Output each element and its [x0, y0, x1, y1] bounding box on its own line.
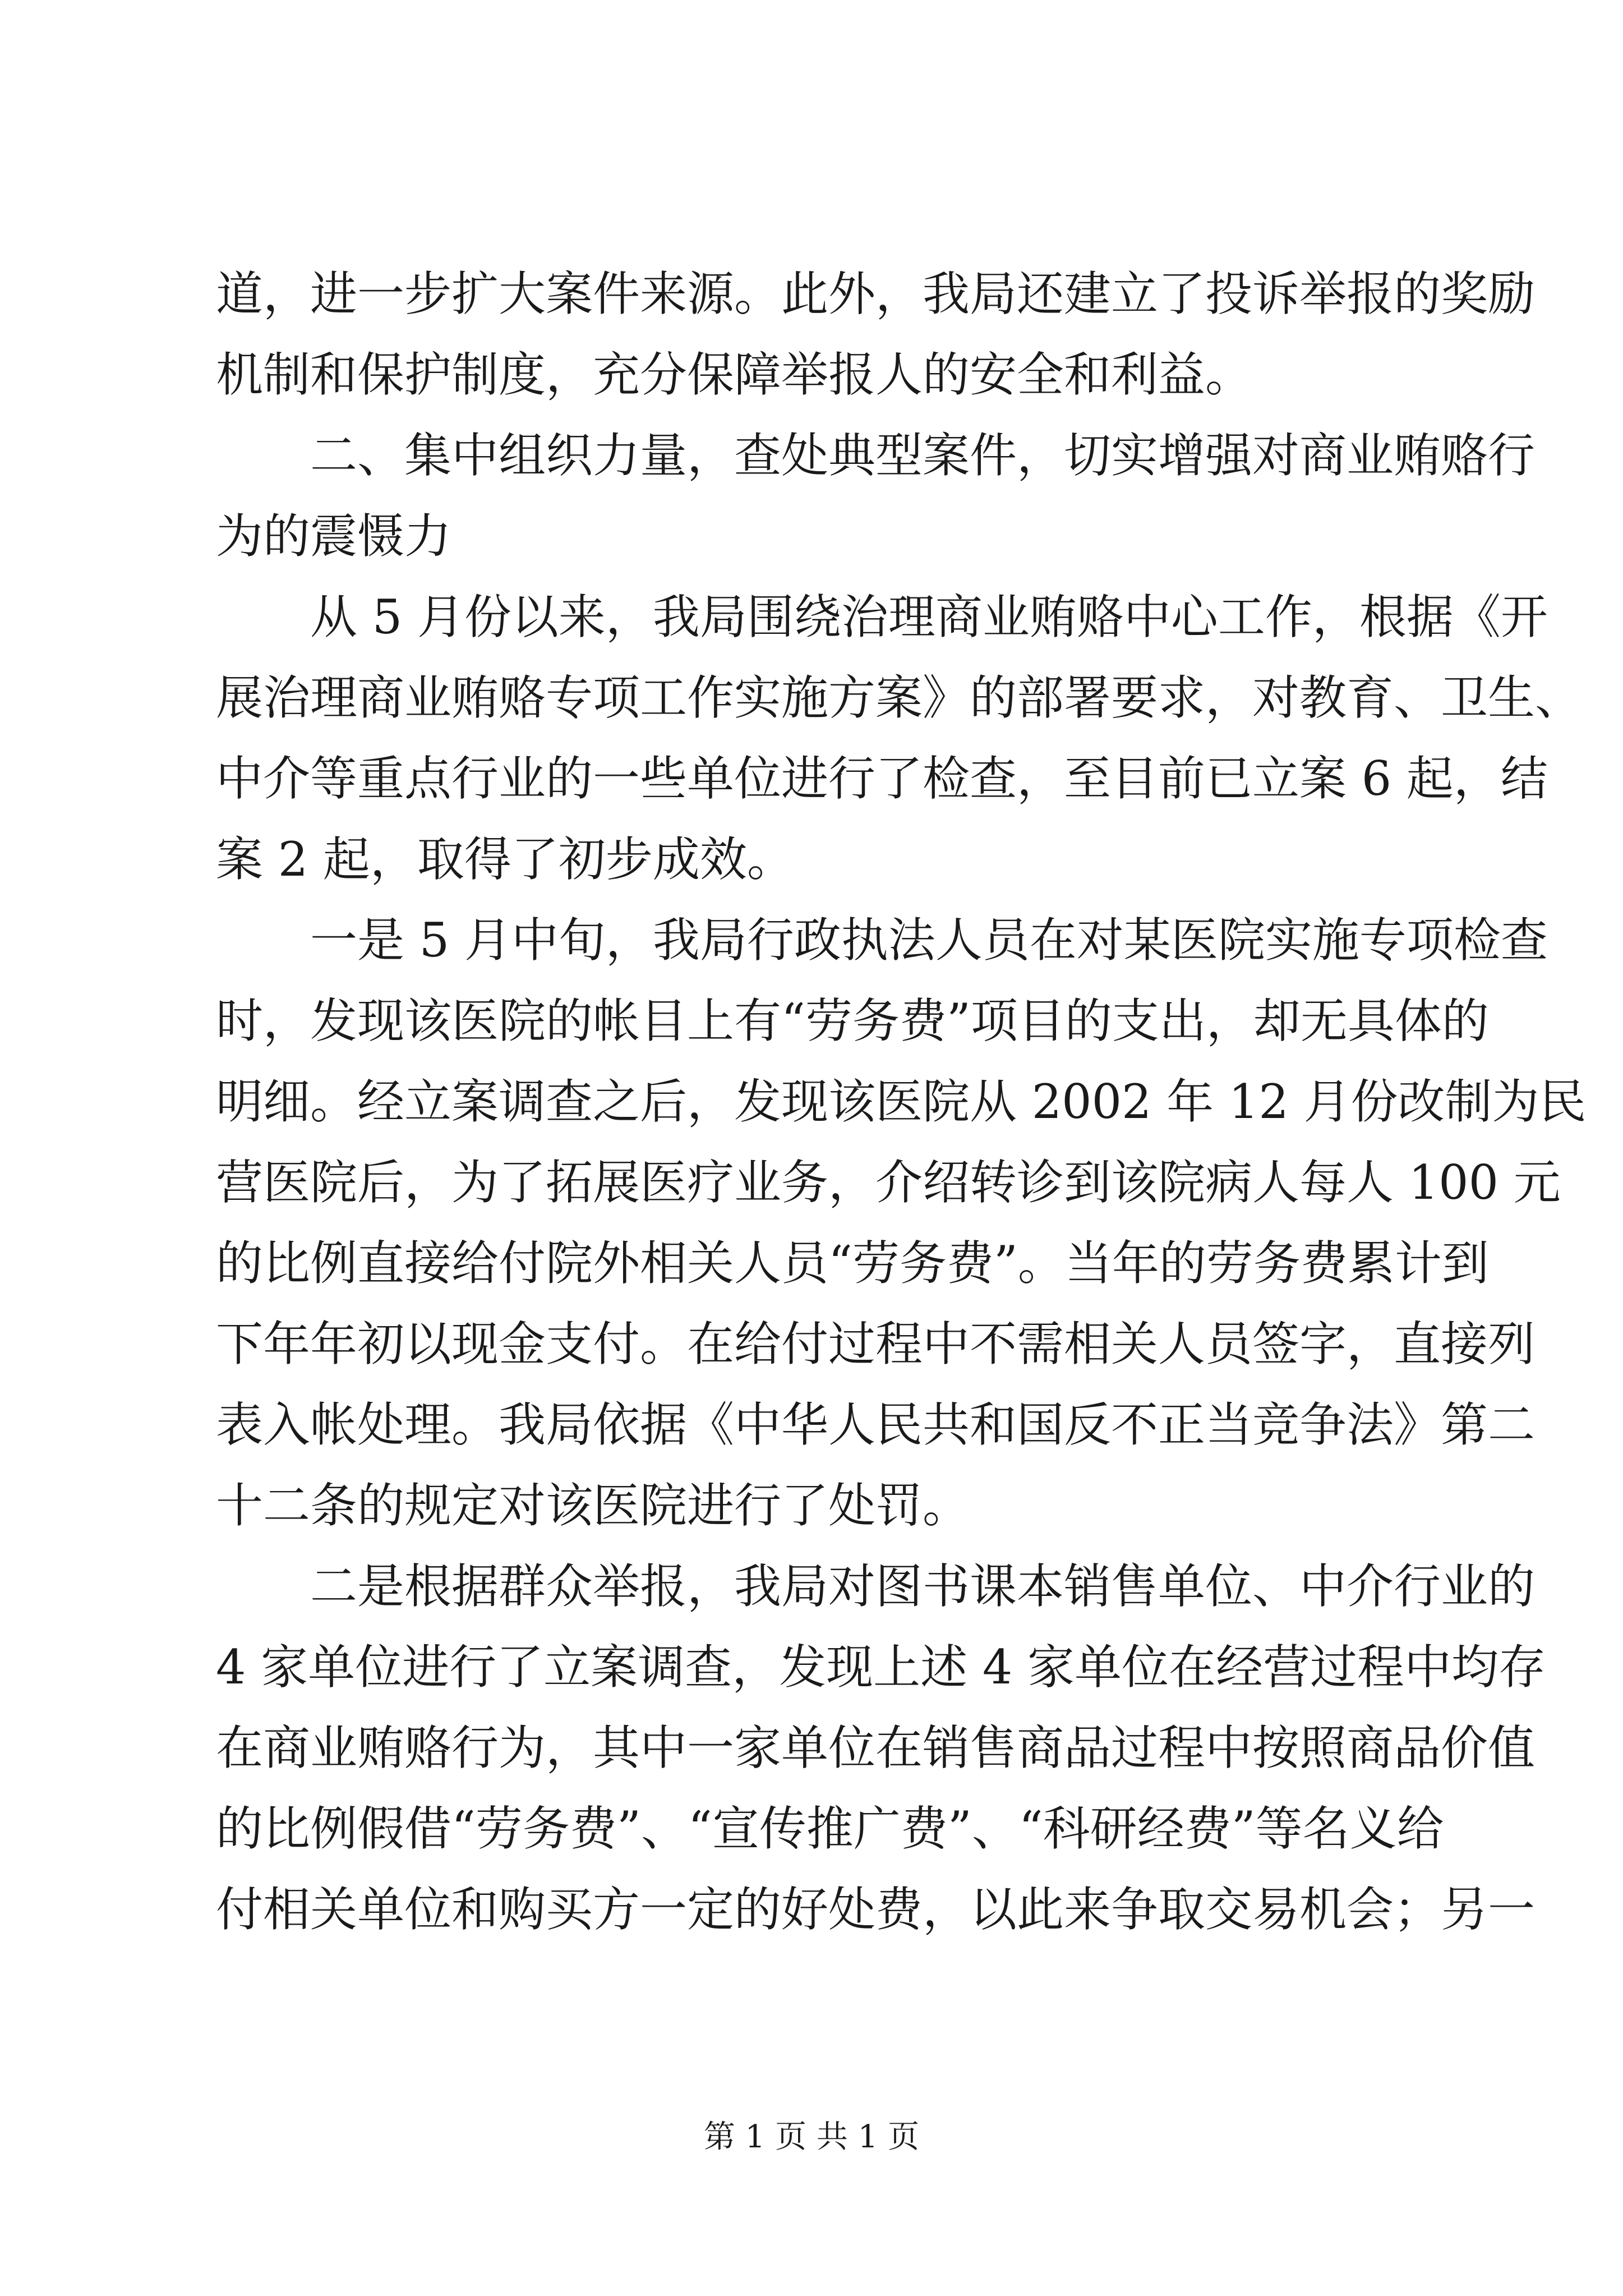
- text-line: 的比例假借“劳务费”、“宣传推广费”、“科研经费”等名义给: [216, 1801, 1444, 1856]
- text-line: 明细。经立案调查之后，发现该医院从 2002 年 12 月份改制为民: [216, 1074, 1587, 1129]
- text-line: 4 家单位进行了立案调查，发现上述 4 家单位在经营过程中均存: [216, 1640, 1546, 1695]
- text-line: 时，发现该医院的帐目上有“劳务费”项目的支出，却无具体的: [216, 993, 1489, 1048]
- paragraph-start: 一是 5 月中旬，我局行政执法人员在对某医院实施专项检查: [310, 913, 1548, 968]
- text-line: 下年年初以现金支付。在给付过程中不需相关人员签字，直接列: [216, 1317, 1536, 1372]
- text-line: 营医院后，为了拓展医疗业务，介绍转诊到该院病人每人 100 元: [216, 1155, 1561, 1210]
- section-heading-continued: 为的震慑力: [216, 509, 452, 564]
- text-line: 在商业贿赂行为，其中一家单位在销售商品过程中按照商品价值: [216, 1720, 1536, 1775]
- text-line: 机制和保护制度，充分保障举报人的安全和利益。: [216, 347, 1253, 402]
- paragraph-start: 从 5 月份以来，我局围绕治理商业贿赂中心工作，根据《开: [310, 590, 1548, 645]
- text-line: 的比例直接给付院外相关人员“劳务费”。当年的劳务费累计到: [216, 1236, 1489, 1291]
- page-number-label: 第 1 页 共 1 页: [703, 2119, 920, 2155]
- page-footer: [0, 2115, 1623, 2160]
- text-line: 中介等重点行业的一些单位进行了检查，至目前已立案 6 起，结: [216, 751, 1548, 806]
- paragraph-start: 二是根据群众举报，我局对图书课本销售单位、中介行业的: [310, 1559, 1536, 1614]
- text-line: 展治理商业贿赂专项工作实施方案》的部署要求，对教育、卫生、: [216, 670, 1583, 725]
- text-line: 案 2 起，取得了初步成效。: [216, 832, 794, 887]
- text-line: 十二条的规定对该医院进行了处罚。: [216, 1478, 970, 1533]
- document-body: [216, 254, 1587, 1950]
- text-line: 表入帐处理。我局依据《中华人民共和国反不正当竞争法》第二: [216, 1397, 1536, 1452]
- section-heading: 二、集中组织力量，查处典型案件，切实增强对商业贿赂行: [310, 428, 1536, 483]
- text-line: 道，进一步扩大案件来源。此外，我局还建立了投诉举报的奖励: [216, 266, 1536, 321]
- text-line: 付相关单位和购买方一定的好处费，以此来争取交易机会；另一: [216, 1882, 1536, 1937]
